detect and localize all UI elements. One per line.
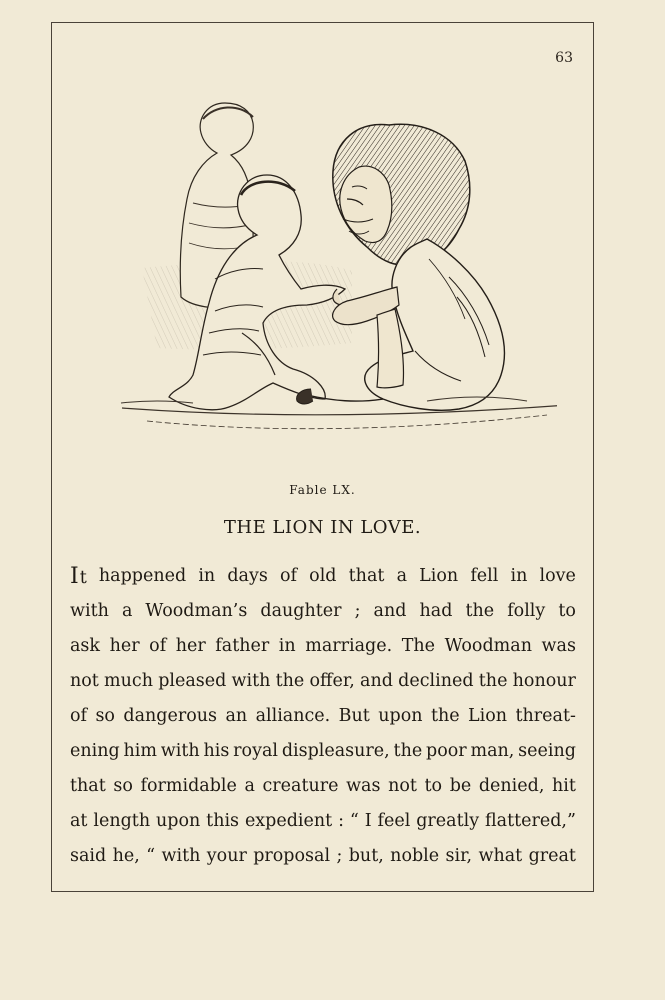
fable-word: alliance.: [255, 706, 331, 726]
fable-line-1: [70, 559, 576, 594]
fable-word: her: [175, 636, 206, 656]
fable-line-6: [70, 734, 576, 769]
fable-word: so: [95, 706, 115, 726]
fable-word: folly: [507, 601, 546, 621]
fable-word: ;: [336, 846, 343, 866]
fable-word: and: [373, 601, 407, 621]
fable-word: not: [70, 671, 99, 691]
fable-word: of: [280, 566, 298, 586]
fable-word: a: [121, 601, 133, 621]
fable-word: be: [449, 776, 472, 796]
fable-word: not: [388, 776, 417, 796]
fable-line-3: [70, 629, 576, 664]
fable-word: an: [225, 706, 248, 726]
fable-word: with: [160, 741, 200, 761]
fable-word: at: [70, 811, 88, 831]
fable-line-9: [70, 839, 576, 874]
fable-word: declined: [398, 671, 474, 691]
drop-cap: I: [70, 564, 80, 589]
fable-word: displeasure,: [281, 741, 390, 761]
fable-word: ask: [70, 636, 101, 656]
fable-word: of: [149, 636, 167, 656]
fable-word: The: [401, 636, 436, 656]
page-frame: [51, 22, 594, 892]
fable-word: the: [393, 741, 423, 761]
fable-word: was: [346, 776, 381, 796]
fable-word: to: [558, 601, 576, 621]
fable-word: happened: [98, 566, 187, 586]
fable-word: said: [70, 846, 107, 866]
fable-word: :: [338, 811, 344, 831]
fable-word: daughter: [260, 601, 342, 621]
fable-word: feel: [377, 811, 411, 831]
fable-line-4: [70, 664, 576, 699]
fable-word: man,: [470, 741, 515, 761]
fable-word: denied,: [478, 776, 545, 796]
fable-word: much: [104, 671, 153, 691]
fable-word: in: [510, 566, 528, 586]
fable-word: greatly: [416, 811, 480, 831]
fable-word: noble: [390, 846, 440, 866]
fable-word: flattered,”: [484, 811, 576, 831]
fable-word: with: [231, 671, 271, 691]
fable-word: proposal: [253, 846, 331, 866]
fable-word: of: [70, 706, 88, 726]
fable-word: upon: [155, 811, 201, 831]
fable-word: her: [109, 636, 140, 656]
fable-word: hit: [552, 776, 576, 796]
fable-word: seeing: [518, 741, 576, 761]
fable-line-2: [70, 594, 576, 629]
fable-word: Lion: [468, 706, 508, 726]
fable-word: honour: [512, 671, 576, 691]
fable-word: upon: [378, 706, 423, 726]
fable-word: his: [203, 741, 230, 761]
fable-word: Lion: [419, 566, 459, 586]
fable-word: the: [465, 601, 495, 621]
fable-word: creature: [262, 776, 339, 796]
fable-word: he,: [112, 846, 140, 866]
fable-word: the: [430, 706, 460, 726]
fable-word: length: [93, 811, 151, 831]
fable-word: so: [113, 776, 133, 796]
fable-word: sir,: [445, 846, 473, 866]
fable-word: father: [215, 636, 270, 656]
fable-word: dangerous: [123, 706, 218, 726]
fable-word: It: [70, 564, 87, 589]
fable-word: with: [70, 601, 109, 621]
fable-word: had: [419, 601, 453, 621]
fable-line-8: [70, 804, 576, 839]
fable-word: pleased: [158, 671, 227, 691]
fable-word: that: [70, 776, 106, 796]
fable-word: love: [539, 566, 576, 586]
fable-title: THE LION IN LOVE.: [223, 517, 422, 538]
fable-word: But: [338, 706, 370, 726]
fable-word: this: [206, 811, 240, 831]
fable-word: offer,: [309, 671, 355, 691]
fable-word: “: [349, 811, 359, 831]
fable-word: a: [244, 776, 255, 796]
fable-word: a: [396, 566, 407, 586]
fable-word: “: [146, 846, 156, 866]
fable-word: to: [424, 776, 443, 796]
fable-word: the: [478, 671, 508, 691]
fable-word: threat-: [515, 706, 576, 726]
fable-word: great: [528, 846, 576, 866]
fable-word: ening: [70, 741, 120, 761]
fable-word: poor: [426, 741, 467, 761]
fable-word: royal: [233, 741, 278, 761]
fable-word: in: [278, 636, 296, 656]
fable-number: Fable LX.: [289, 483, 356, 497]
fable-word: but,: [348, 846, 384, 866]
fable-word: Woodman’s: [145, 601, 248, 621]
fable-word: him: [123, 741, 157, 761]
fable-word: the: [275, 671, 305, 691]
fable-word: in: [198, 566, 216, 586]
fable-word: with: [161, 846, 201, 866]
fable-word: and: [360, 671, 393, 691]
fable-line-7: [70, 769, 576, 804]
fable-word: days: [227, 566, 268, 586]
fable-line-5: [70, 699, 576, 734]
fable-word: expedient: [244, 811, 333, 831]
fable-word: formidable: [140, 776, 237, 796]
fable-word: fell: [470, 566, 499, 586]
fable-word: what: [478, 846, 523, 866]
fable-word: I: [364, 811, 372, 831]
fable-word: your: [206, 846, 247, 866]
fable-word: old: [309, 566, 337, 586]
fable-word: marriage.: [305, 636, 393, 656]
fable-body: [70, 559, 576, 874]
lion-woodman-engraving-icon: [97, 83, 557, 443]
fable-word: ;: [354, 601, 361, 621]
fable-word: Woodman: [444, 636, 532, 656]
fable-word: that: [348, 566, 385, 586]
page-number: 63: [555, 50, 573, 66]
fable-word: was: [541, 636, 576, 656]
